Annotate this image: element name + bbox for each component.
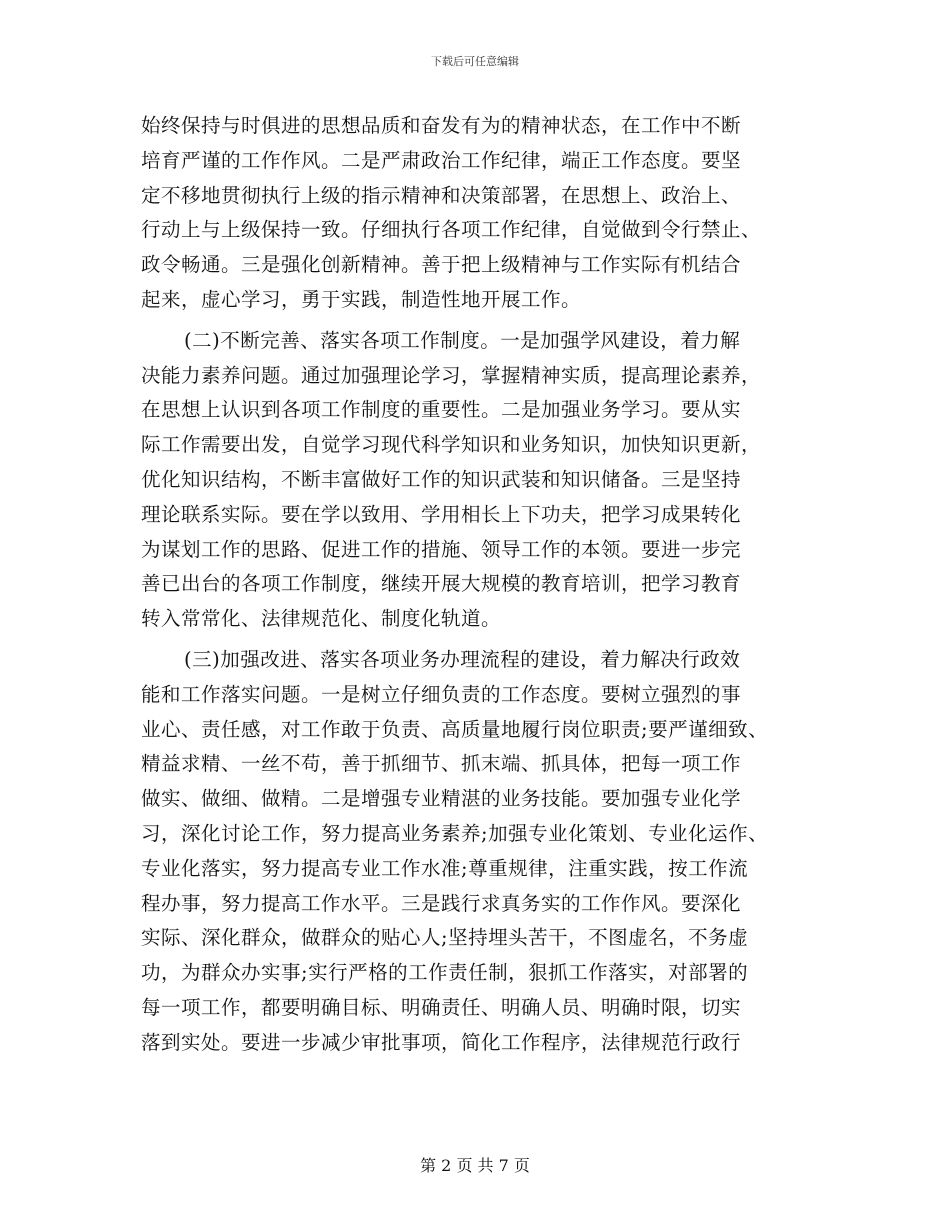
text-line: 为谋划工作的思路、促进工作的措施、领导工作的本领。要进一步完 bbox=[141, 537, 742, 561]
text-line: 业心、责任感，对工作敢于负责、高质量地履行岗位职责;要严谨细致、 bbox=[141, 717, 769, 741]
text-line: 落到实处。要进一步减少审批事项，简化工作程序，法律规范行政行 bbox=[141, 1030, 742, 1054]
text-line: 转入常常化、法律规范化、制度化轨道。 bbox=[141, 607, 502, 631]
text-line: 专业化落实，努力提高专业工作水准;尊重规律，注重实践，按工作流 bbox=[141, 856, 749, 880]
text-line: 程办事，努力提高工作水平。三是践行求真务实的工作作风。要深化 bbox=[141, 891, 742, 915]
text-line: 实际、深化群众，做群众的贴心人;坚持埋头苦干，不图虚名，不务虚 bbox=[141, 926, 749, 950]
text-line: 做实、做细、做精。二是增强专业精湛的业务技能。要加强专业化学 bbox=[141, 787, 742, 811]
text-line: 在思想上认识到各项工作制度的重要性。二是加强业务学习。要从实 bbox=[141, 398, 742, 422]
text-line: 定不移地贯彻执行上级的指示精神和决策部署，在思想上、政治上、 bbox=[141, 183, 742, 207]
paragraph-first-line: (三)加强改进、落实各项业务办理流程的建设，着力解决行政效 bbox=[184, 647, 741, 671]
text-line: 每一项工作，都要明确目标、明确责任、明确人员、明确时限，切实 bbox=[141, 995, 742, 1019]
document-body bbox=[141, 109, 821, 1061]
text-line: 始终保持与时俱进的思想品质和奋发有为的精神状态，在工作中不断 bbox=[141, 114, 742, 137]
text-line: 培育严谨的工作作风。二是严肃政治工作纪律，端正工作态度。要坚 bbox=[141, 148, 742, 172]
text-line: 行动上与上级保持一致。仔细执行各项工作纪律，自觉做到令行禁止、 bbox=[141, 218, 762, 242]
paragraph-first-line: (二)不断完善、落实各项工作制度。一是加强学风建设，着力解 bbox=[184, 328, 741, 352]
text-line: 功，为群众办实事;实行严格的工作责任制，狠抓工作落实，对部署的 bbox=[141, 961, 749, 985]
text-line: 能和工作落实问题。一是树立仔细负责的工作态度。要树立强烈的事 bbox=[141, 682, 742, 706]
text-line: 政令畅通。三是强化创新精神。善于把上级精神与工作实际有机结合 bbox=[141, 253, 742, 277]
page-number-footer: 第 2 页 共 7 页 bbox=[420, 1156, 530, 1175]
text-line: 决能力素养问题。通过加强理论学习，掌握精神实质，提高理论素养， bbox=[141, 363, 762, 387]
text-line: 善已出台的各项工作制度，继续开展大规模的教育培训，把学习教育 bbox=[141, 572, 742, 596]
text-line: 优化知识结构，不断丰富做好工作的知识武装和知识储备。三是坚持 bbox=[141, 467, 742, 491]
text-line: 起来，虚心学习，勇于实践，制造性地开展工作。 bbox=[141, 287, 582, 311]
text-line: 际工作需要出发，自觉学习现代科学知识和业务知识，加快知识更新， bbox=[141, 433, 762, 457]
page-header-note: 下载后可任意编辑 bbox=[431, 55, 519, 68]
text-line: 习，深化讨论工作，努力提高业务素养;加强专业化策划、专业化运作、 bbox=[141, 821, 769, 845]
text-line: 理论联系实际。要在学以致用、学用相长上下功夫，把学习成果转化 bbox=[141, 502, 742, 526]
text-line: 精益求精、一丝不苟，善于抓细节、抓末端、抓具体，把每一项工作 bbox=[141, 752, 742, 776]
